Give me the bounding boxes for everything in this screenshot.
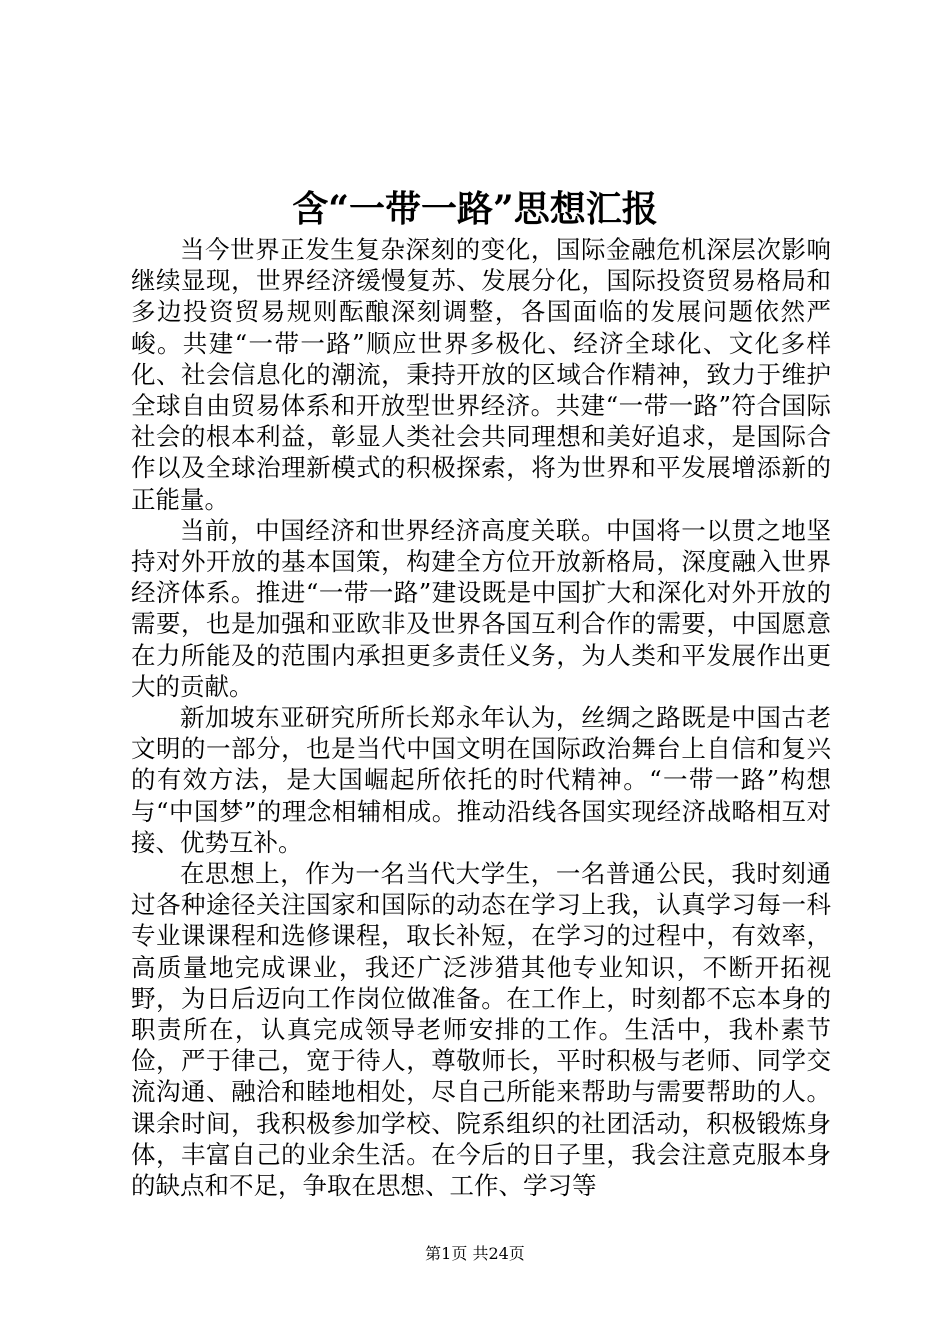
document-title: 含“一带一路”思想汇报	[292, 188, 658, 230]
paragraph: 在思想上，作为一名当代大学生，一名普通公民，我时刻通过各种途径关注国家和国际的动态在学习上我，认真学习每一科专业课课程和选修课程，取长补短，在学习的过程中，有效率，高质量地完成课业，我还广泛涉猎其他专业知识，不断开拓视野，为日后迈向工作岗位做准备。在工作上，时刻都不忘本身的职责所在，认真完成领导老师安排的工作。生活中，我朴素节俭，严于律己，宽于待人，尊敬师长，平时积极与老师、同学交流沟通、融洽和睦地相处，尽自己所能来帮助与需要帮助的人。课余时间，我积极参加学校、院系组织的社团活动，积极锻炼身体，丰富自己的业余生活。在今后的日子里，我会注意克服本身的缺点和不足，争取在思想、工作、学习等	[131, 859, 831, 1201]
paragraph: 新加坡东亚研究所所长郑永年认为，丝绸之路既是中国古老文明的一部分，也是当代中国文明在国际政治舞台上自信和复兴的有效方法，是大国崛起所依托的时代精神。“一带一路”构想与“中国梦”的理念相辅相成。推动沿线各国实现经济战略相互对接、优势互补。	[131, 703, 831, 857]
document-body	[131, 234, 831, 1201]
paragraph: 当今世界正发生复杂深刻的变化，国际金融危机深层次影响继续显现，世界经济缓慢复苏、发展分化，国际投资贸易格局和多边投资贸易规则酝酿深刻调整，各国面临的发展问题依然严峻。共建“一带一路”顺应世界多极化、经济全球化、文化多样化、社会信息化的潮流，秉持开放的区域合作精神，致力于维护全球自由贸易体系和开放型世界经济。共建“一带一路”符合国际社会的根本利益，彰显人类社会共同理想和美好追求，是国际合作以及全球治理新模式的积极探索，将为世界和平发展增添新的正能量。	[131, 235, 831, 514]
paragraph: 当前，中国经济和世界经济高度关联。中国将一以贯之地坚持对外开放的基本国策，构建全方位开放新格局，深度融入世界经济体系。推进“一带一路”建设既是中国扩大和深化对外开放的需要，也是加强和亚欧非及世界各国互利合作的需要，中国愿意在力所能及的范围内承担更多责任义务，为人类和平发展作出更大的贡献。	[131, 515, 831, 701]
page-number-footer: 第1页 共24页	[425, 1244, 525, 1263]
